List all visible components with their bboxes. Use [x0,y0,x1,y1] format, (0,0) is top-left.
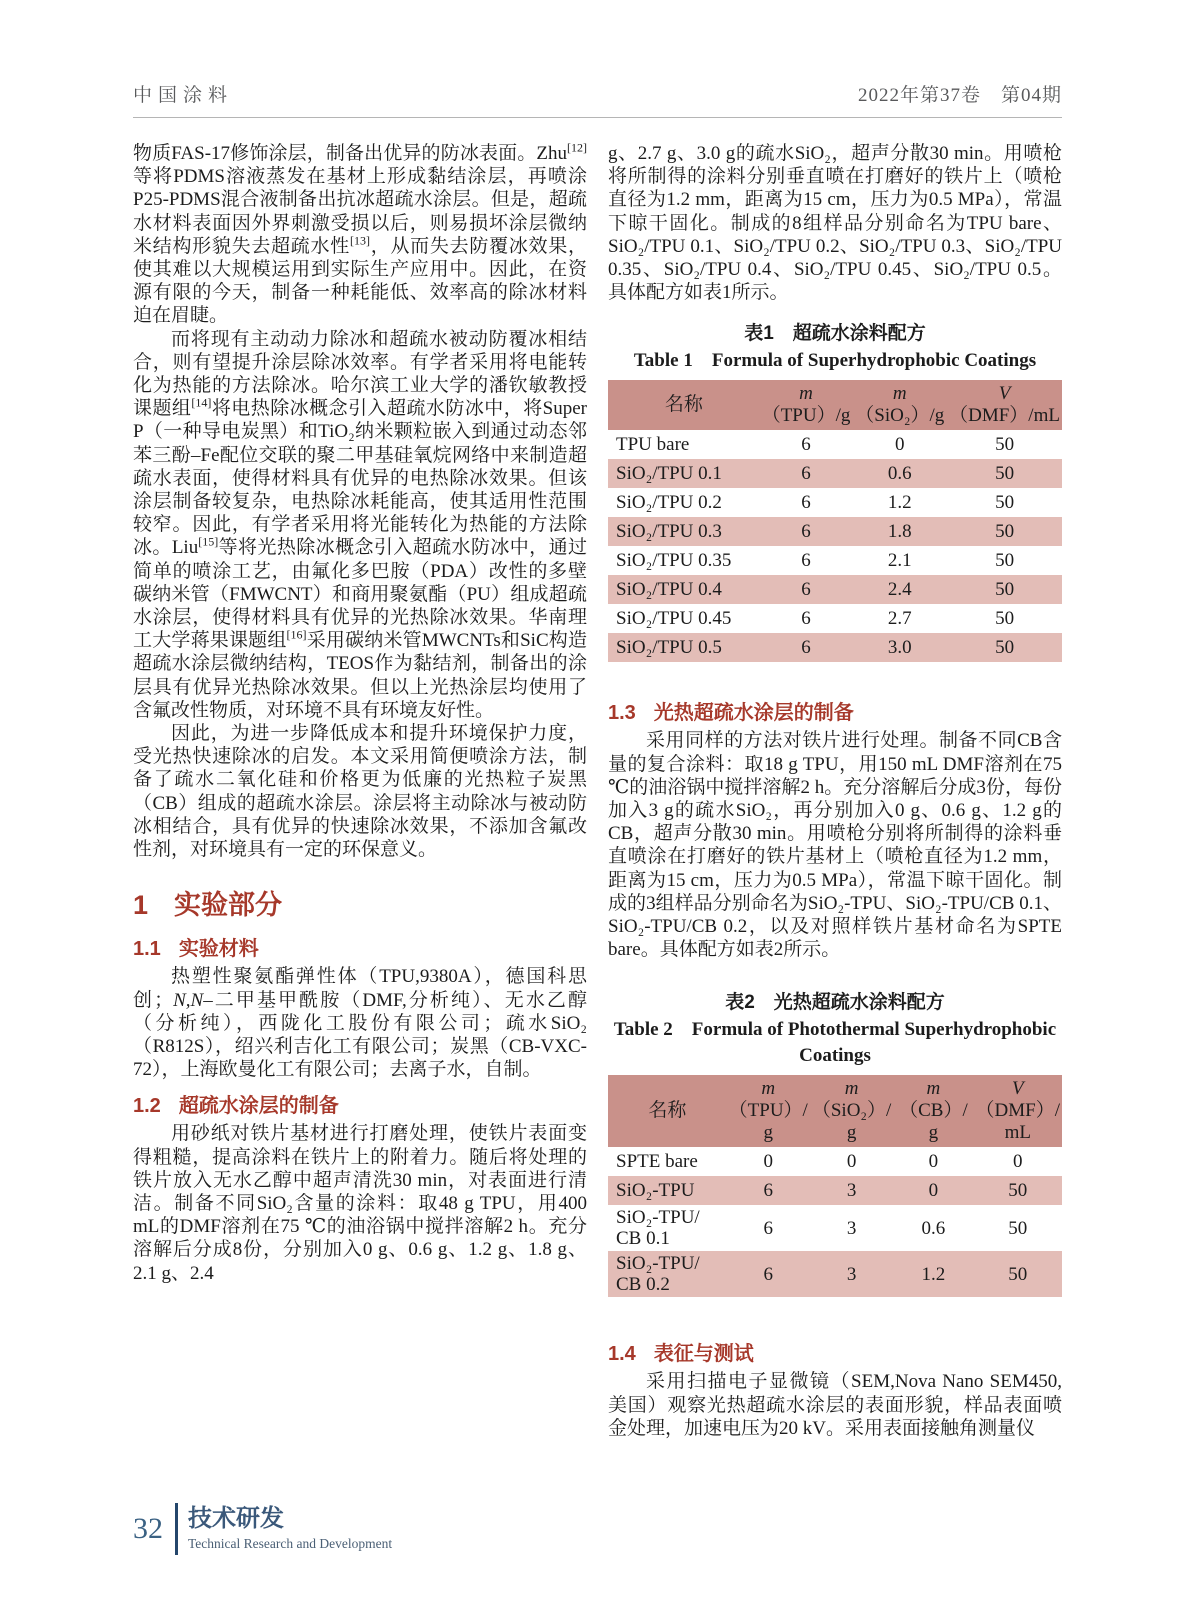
table-cell: SiO₂/TPU 0.45 [616,608,732,630]
table-header-cell: m（CB）/ g [893,1075,973,1147]
body-paragraph: 用砂纸对铁片基材进行打磨处理，使铁片表面变得粗糙，提高涂料在铁片上的附着力。随后将处理的铁片放入无水乙醇中超声清洗30 min，对表面进行清洁。制备不同SiO₂含量的涂料：取48 g TPU，用400 mL的DMF溶剂在75 ℃的油浴锅中搅拌溶解2 h。充分溶解后分成8份，分别加入0 g、0.6 g、1.2 g、1.8 g、2.1 g、2.4 [133,1123,587,1284]
table1-block [608,322,1062,662]
table-cell: 50 [995,434,1015,456]
table-cell: 6 [763,1217,773,1239]
page-footer [133,1503,392,1555]
section-title: 超疏水涂层的制备 [178,1095,339,1118]
section-number: 1.3 [608,702,636,725]
table-cell: 6 [801,579,811,601]
table-cell: 6 [801,492,811,514]
table-cell: 50 [995,637,1015,659]
table-cell: SiO₂-TPU [616,1180,695,1202]
table-cell: SiO₂/TPU 0.4 [616,579,722,601]
table-row [608,546,1062,575]
body-paragraph: 采用扫描电子显微镜（SEM,Nova Nano SEM450,美国）观察光热超疏水涂层的表面形貌，样品表面喷金处理，加速电压为20 kV。采用表面接触角测量仪 [608,1371,1062,1439]
table-cell: 6 [801,463,811,485]
section-heading-1-3 [608,696,1062,725]
table2-caption-cn: 表2 光热超疏水涂料配方 [725,992,945,1014]
table-cell: 3.0 [887,637,912,659]
table-cell: 0 [763,1151,773,1173]
table2 [608,1075,1062,1297]
table-header-cell: V（DMF）/mL [947,380,1062,430]
section-number: 1.4 [608,1343,636,1366]
body-paragraph: 因此，为进一步降低成本和提升环境保护力度，受光热快速除冰的启发。本文采用简便喷涂方法，制备了疏水二氧化硅和价格更为低廉的光热粒子炭黑（CB）组成的超疏水涂层。涂层将主动除冰与被动防冰相结合，具有优异的快速除冰效果，不添加含氟改性剂，对环境具有一定的环保意义。 [133,723,587,861]
issue-info: 2022年第37卷 第04期 [857,85,1062,106]
body-paragraph: 采用同样的方法对铁片进行处理。制备不同CB含量的复合涂料：取18 g TPU，用150 mL DMF溶剂在75 ℃的油浴锅中搅拌溶解2 h。充分溶解后分成3份，每份加入3 g的疏水SiO₂，再分别加入0 g、0.6 g、1.2 g的CB，超声分散30 min。用喷枪分别将所制得的涂料垂直喷涂在打磨好的铁片基材上（喷枪直径为1.2 mm，距离为15 cm，压力为0.5 MPa），常温下晾干固化。制成的3组样品分别命名为SiO₂-TPU、SiO₂-TPU/CB 0.1、SiO₂-TPU/CB 0.2，以及对照样铁片基材命名为SPTE bare。具体配方如表2所示。 [608,730,1062,961]
table-cell: 1.2 [921,1263,946,1285]
footer-divider [175,1503,178,1555]
table-cell: SiO₂-TPU/ CB 0.2 [616,1253,700,1296]
table-cell: 6 [763,1180,773,1202]
journal-title: 中国涂料 [133,85,234,106]
section-heading-1 [133,883,587,922]
section-title: 实验部分 [174,890,283,921]
table-cell: SiO₂/TPU 0.3 [616,521,722,543]
body-paragraph: 而将现有主动动力除冰和超疏水被动防覆冰相结合，则有望提升涂层除冰效率。有学者采用将电能转化为热能的方法除冰。哈尔滨工业大学的潘钦敏教授课题组[14]将电热除冰概念引入超疏水防冰中，将Super P（一种导电炭黑）和TiO₂纳米颗粒嵌入到通过动态邻苯三酚–Fe配位交联的聚二甲基硅氧烷网络中来制造超疏水表面，使得材料具有优异的电热除冰效果。但该涂层制备较复杂，电热除冰耗能高，使其适用性范围较窄。因此，有学者采用将光能转化为热能的方法除冰。Liu[15]等将光热除冰概念引入超疏水防冰中，通过简单的喷涂工艺，由氟化多巴胺（PDA）改性的多壁碳纳米管（FMWCNT）和商用聚氨酯（PU）组成超疏水涂层，使得材料具有优异的光热除冰效果。华南理工大学蒋果课题组[16]采用碳纳米管MWCNTs和SiC构造超疏水涂层微纳结构，TEOS作为黏结剂，制备出的涂层具有优异光热除冰效果。但以上光热涂层均使用了含氟改性物质，对环境不具有环境友好性。 [133,328,587,721]
table-cell: SiO₂/TPU 0.35 [616,550,732,572]
table1 [608,380,1062,662]
content-columns [133,142,1062,1440]
table-row [608,459,1062,488]
page-number: 32 [133,1512,163,1545]
table-cell: SPTE bare [616,1151,698,1173]
table-row [608,488,1062,517]
table-cell: 50 [995,550,1015,572]
table-cell: 6 [763,1263,773,1285]
body-paragraph: g、2.7 g、3.0 g的疏水SiO₂，超声分散30 min。用喷枪将所制得的涂料分别垂直喷在打磨好的铁片上（喷枪直径为1.2 mm，距离为15 cm，压力为0.5 MPa），常温下晾干固化。制成的8组样品分别命名为TPU bare、SiO₂/TPU 0.1、SiO₂/TPU 0.2、SiO₂/TPU 0.3、SiO₂/TPU 0.35、SiO₂/TPU 0.4、SiO₂/TPU 0.45、SiO₂/TPU 0.5。具体配方如表1所示。 [608,143,1062,304]
footer-section [188,1506,392,1553]
table-cell: 2.1 [887,550,912,572]
table-cell: SiO₂/TPU 0.2 [616,492,722,514]
table-cell: 6 [801,521,811,543]
page-header [133,0,1062,118]
table-row [608,575,1062,604]
table-row [608,633,1062,662]
table-cell: 6 [801,608,811,630]
table-cell: 6 [801,434,811,456]
section-title: 表征与测试 [653,1343,754,1366]
table-row [608,430,1062,459]
table-header-cell: V（DMF）/ mL [974,1075,1062,1147]
table1-caption-cn: 表1 超疏水涂料配方 [744,323,926,345]
section-number: 1.2 [133,1095,161,1118]
section-number: 1 [133,890,149,921]
table-row [608,604,1062,633]
body-paragraph: 热塑性聚氨酯弹性体（TPU,9380A），德国科思创；N,N–二甲基甲酰胺（DMF,分析纯）、无水乙醇（分析纯），西陇化工股份有限公司；疏水SiO₂（R812S），绍兴利吉化工有限公司；炭黑（CB-VXC-72），上海欧曼化工有限公司；去离子水，自制。 [133,966,587,1081]
table-row [608,1147,1062,1176]
table-row [608,1205,1062,1251]
table-cell: 3 [846,1263,857,1285]
table-row [608,1176,1062,1205]
section-number: 1.1 [133,938,161,961]
table2-block [608,991,1062,1297]
table-header-row [608,380,1062,430]
left-column [133,142,587,1440]
table-cell: 50 [995,492,1015,514]
table-cell: SiO₂/TPU 0.1 [616,463,722,485]
table-header-cell: m（TPU）/g [760,380,853,430]
table-cell: 2.7 [887,608,912,630]
table-cell: 6 [801,637,811,659]
right-column [608,142,1062,1440]
section-heading-1-4 [608,1337,1062,1366]
table-cell: 50 [1008,1263,1028,1285]
table-cell: TPU bare [616,434,690,456]
table-header-cell: m（SiO₂）/g [852,380,947,430]
footer-section-cn: 技术研发 [188,1504,284,1532]
table-cell: 50 [1008,1180,1028,1202]
section-heading-1-1 [133,932,587,961]
section-heading-1-2 [133,1089,587,1118]
table-cell: 3 [846,1180,857,1202]
table-cell: 0 [928,1151,939,1173]
table2-caption-en: Table 2 Formula of Photothermal Superhydrophobic Coatings [613,1019,1057,1067]
table-cell: 2.4 [887,579,912,601]
table-cell: SiO₂/TPU 0.5 [616,637,722,659]
table-cell: 0 [846,1151,857,1173]
section-title: 光热超疏水涂层的制备 [653,702,854,725]
table-cell: 0 [1013,1151,1023,1173]
table-cell: 1.2 [887,492,912,514]
table-header-cell: 名称 [608,380,760,430]
table-header-row [608,1075,1062,1147]
table-cell: 50 [995,463,1015,485]
table-cell: 50 [1008,1217,1028,1239]
table-header-cell: 名称 [608,1075,727,1147]
section-title: 实验材料 [178,938,259,961]
table-cell: 50 [995,608,1015,630]
table-cell: 0 [928,1180,939,1202]
table-cell: 50 [995,521,1015,543]
table1-caption-en: Table 1 Formula of Superhydrophobic Coatings [633,350,1037,372]
table-cell: 0 [895,434,905,456]
table-cell: 0.6 [887,463,912,485]
table-cell: 6 [801,550,811,572]
table-header-cell: m（SiO₂）/ g [810,1075,893,1147]
table-cell: 0.6 [921,1217,946,1239]
table-cell: SiO₂-TPU/ CB 0.1 [616,1207,700,1250]
footer-section-en: Technical Research and Development [188,1535,393,1551]
table-cell: 50 [995,579,1015,601]
body-paragraph: 物质FAS-17修饰涂层，制备出优异的防冰表面。Zhu[12]等将PDMS溶液蒸发在基材上形成黏结涂层，再喷涂P25-PDMS混合液制备出抗冰超疏水涂层。但是，超疏水材料表面因外界刺激受损以后，则易损坏涂层微纳米结构形貌失去超疏水性[13]，从而失去防覆冰效果，使其难以大规模运用到实际生产应用中。因此，在资源有限的今天，制备一种耗能低、效率高的除冰材料迫在眉睫。 [133,140,587,327]
table-cell: 3 [846,1217,857,1239]
table-cell: 1.8 [887,521,912,543]
table-header-cell: m（TPU）/ g [727,1075,810,1147]
table-row [608,517,1062,546]
table-row [608,1251,1062,1297]
